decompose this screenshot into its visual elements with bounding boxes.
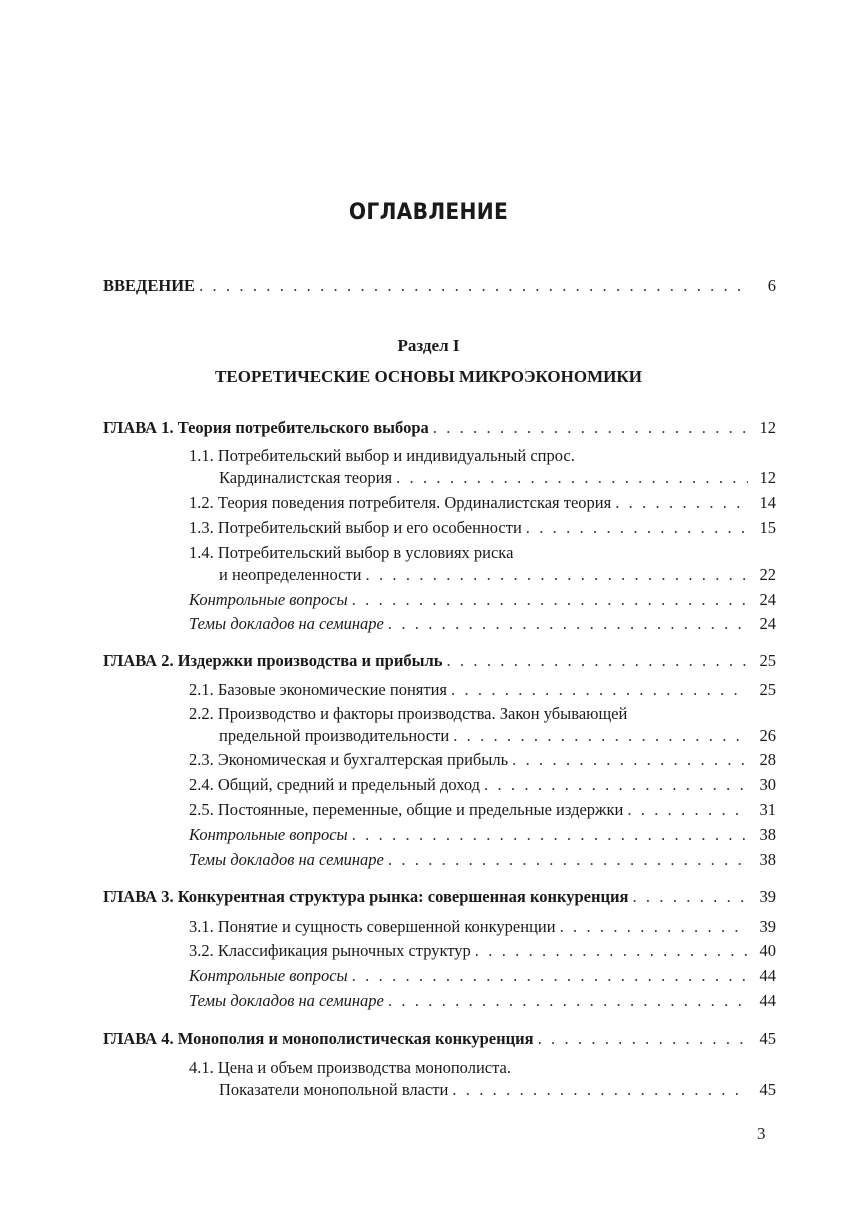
- toc-questions-label: Контрольные вопросы: [189, 825, 348, 844]
- toc-questions-1[interactable]: [189, 590, 776, 610]
- toc-subsection-1-1-line1[interactable]: 1.1. Потребительский выбор и индивидуальный спрос.: [189, 446, 575, 465]
- dot-leader: [352, 825, 748, 845]
- toc-subsection-label: 2.1. Базовые экономические понятия: [189, 680, 447, 699]
- toc-subsection-label: 3.1. Понятие и сущность совершенной конкуренции: [189, 917, 556, 936]
- dot-leader: [352, 966, 748, 986]
- dot-leader: [632, 887, 748, 907]
- toc-page-number: 25: [759, 651, 776, 670]
- toc-subsection-label: 2.4. Общий, средний и предельный доход: [189, 775, 481, 794]
- page-number: 3: [757, 1124, 766, 1143]
- toc-subsection-3-1[interactable]: [189, 917, 776, 937]
- toc-page-number: 12: [759, 468, 776, 487]
- dot-leader: [484, 775, 748, 795]
- toc-page-number: 39: [759, 917, 776, 936]
- toc-subsection-label: предельной производительности: [219, 726, 450, 745]
- toc-questions-label: Контрольные вопросы: [189, 590, 348, 609]
- toc-page-number: 26: [759, 726, 776, 745]
- toc-page-number: 24: [759, 614, 776, 633]
- dot-leader: [388, 614, 748, 634]
- dot-leader: [615, 493, 748, 513]
- dot-leader: [475, 941, 748, 961]
- dot-leader: [433, 418, 748, 438]
- dot-leader: [452, 1080, 748, 1100]
- dot-leader: [352, 590, 748, 610]
- toc-chapter-2[interactable]: [103, 651, 776, 671]
- toc-page-number: 15: [759, 518, 776, 537]
- toc-subsection-label: 1.3. Потребительский выбор и его особенности: [189, 518, 522, 537]
- toc-page-number: 14: [759, 493, 776, 512]
- toc-chapter-1[interactable]: [103, 418, 776, 438]
- toc-questions-2[interactable]: [189, 825, 776, 845]
- toc-page-number: 38: [759, 850, 776, 869]
- toc-subsection-1-1[interactable]: [219, 468, 776, 488]
- toc-topics-label: Темы докладов на семинаре: [189, 991, 384, 1010]
- toc-subsection-label: Кардиналистская теория: [219, 468, 393, 487]
- toc-subsection-4-1[interactable]: [219, 1080, 776, 1100]
- dot-leader: [388, 850, 748, 870]
- toc-chapter-3[interactable]: [103, 887, 776, 907]
- toc-subsection-2-2[interactable]: [219, 726, 776, 746]
- toc-page-number: 31: [759, 800, 776, 819]
- toc-page-number: 6: [767, 276, 776, 295]
- toc-subsection-3-2[interactable]: [189, 941, 776, 961]
- toc-page-number: 24: [759, 590, 776, 609]
- toc-page-number: 45: [759, 1029, 776, 1048]
- toc-page-number: 39: [759, 887, 776, 906]
- toc-chapter-4[interactable]: [103, 1029, 776, 1049]
- toc-page-number: 45: [759, 1080, 776, 1099]
- toc-page-number: 40: [759, 941, 776, 960]
- toc-page-number: 12: [759, 418, 776, 437]
- toc-chapter-label: ГЛАВА 1. Теория потребительского выбора: [103, 418, 429, 437]
- toc-subsection-label: 3.2. Классификация рыночных структур: [189, 941, 471, 960]
- toc-topics-label: Темы докладов на семинаре: [189, 614, 384, 633]
- dot-leader: [512, 750, 748, 770]
- toc-subsection-1-4-line1[interactable]: 1.4. Потребительский выбор в условиях риска: [189, 543, 514, 562]
- toc-topics-2[interactable]: [189, 850, 776, 870]
- toc-subsection-2-5[interactable]: [189, 800, 776, 820]
- toc-page-number: 44: [759, 991, 776, 1010]
- toc-questions-label: Контрольные вопросы: [189, 966, 348, 985]
- toc-subsection-label: и неопределенности: [219, 565, 362, 584]
- toc-questions-3[interactable]: [189, 966, 776, 986]
- toc-entry-label: ВВЕДЕНИЕ: [103, 276, 196, 295]
- toc-page-number: 25: [759, 680, 776, 699]
- dot-leader: [560, 917, 748, 937]
- page-title: ОГЛАВЛЕНИЕ: [348, 200, 509, 225]
- toc-subsection-2-1[interactable]: [189, 680, 776, 700]
- toc-topics-3[interactable]: [189, 991, 776, 1011]
- toc-page-number: 22: [759, 565, 776, 584]
- toc-chapter-label: ГЛАВА 2. Издержки производства и прибыль: [103, 651, 443, 670]
- toc-page-number: 44: [759, 966, 776, 985]
- toc-chapter-label: ГЛАВА 3. Конкурентная структура рынка: совершенная конкуренция: [103, 887, 629, 906]
- dot-leader: [396, 468, 748, 488]
- toc-subsection-1-4[interactable]: [219, 565, 776, 585]
- toc-chapter-label: ГЛАВА 4. Монополия и монополистическая конкуренция: [103, 1029, 534, 1048]
- toc-page-number: 38: [759, 825, 776, 844]
- dot-leader: [388, 991, 748, 1011]
- toc-page-number: 30: [759, 775, 776, 794]
- toc-subsection-label: Показатели монопольной власти: [219, 1080, 449, 1099]
- dot-leader: [453, 726, 748, 746]
- section-label: Раздел I: [397, 336, 460, 355]
- dot-leader: [526, 518, 748, 538]
- toc-subsection-4-1-line1[interactable]: 4.1. Цена и объем производства монополиста.: [189, 1058, 511, 1077]
- toc-subsection-1-2[interactable]: [189, 493, 776, 513]
- toc-entry-intro[interactable]: [103, 276, 776, 296]
- dot-leader: [446, 651, 748, 671]
- toc-subsection-2-3[interactable]: [189, 750, 776, 770]
- toc-subsection-label: 2.5. Постоянные, переменные, общие и предельные издержки: [189, 800, 624, 819]
- dot-leader: [199, 276, 748, 296]
- dot-leader: [451, 680, 748, 700]
- toc-subsection-2-4[interactable]: [189, 775, 776, 795]
- dot-leader: [627, 800, 748, 820]
- toc-subsection-label: 1.2. Теория поведения потребителя. Ординалистская теория: [189, 493, 612, 512]
- toc-subsection-1-3[interactable]: [189, 518, 776, 538]
- dot-leader: [538, 1029, 748, 1049]
- toc-topics-label: Темы докладов на семинаре: [189, 850, 384, 869]
- toc-subsection-2-2-line1[interactable]: 2.2. Производство и факторы производства. Закон убывающей: [189, 704, 628, 723]
- toc-subsection-label: 2.3. Экономическая и бухгалтерская прибыль: [189, 750, 509, 769]
- section-name: ТЕОРЕТИЧЕСКИЕ ОСНОВЫ МИКРОЭКОНОМИКИ: [215, 367, 642, 386]
- dot-leader: [366, 565, 748, 585]
- toc-page-number: 28: [759, 750, 776, 769]
- toc-topics-1[interactable]: [189, 614, 776, 634]
